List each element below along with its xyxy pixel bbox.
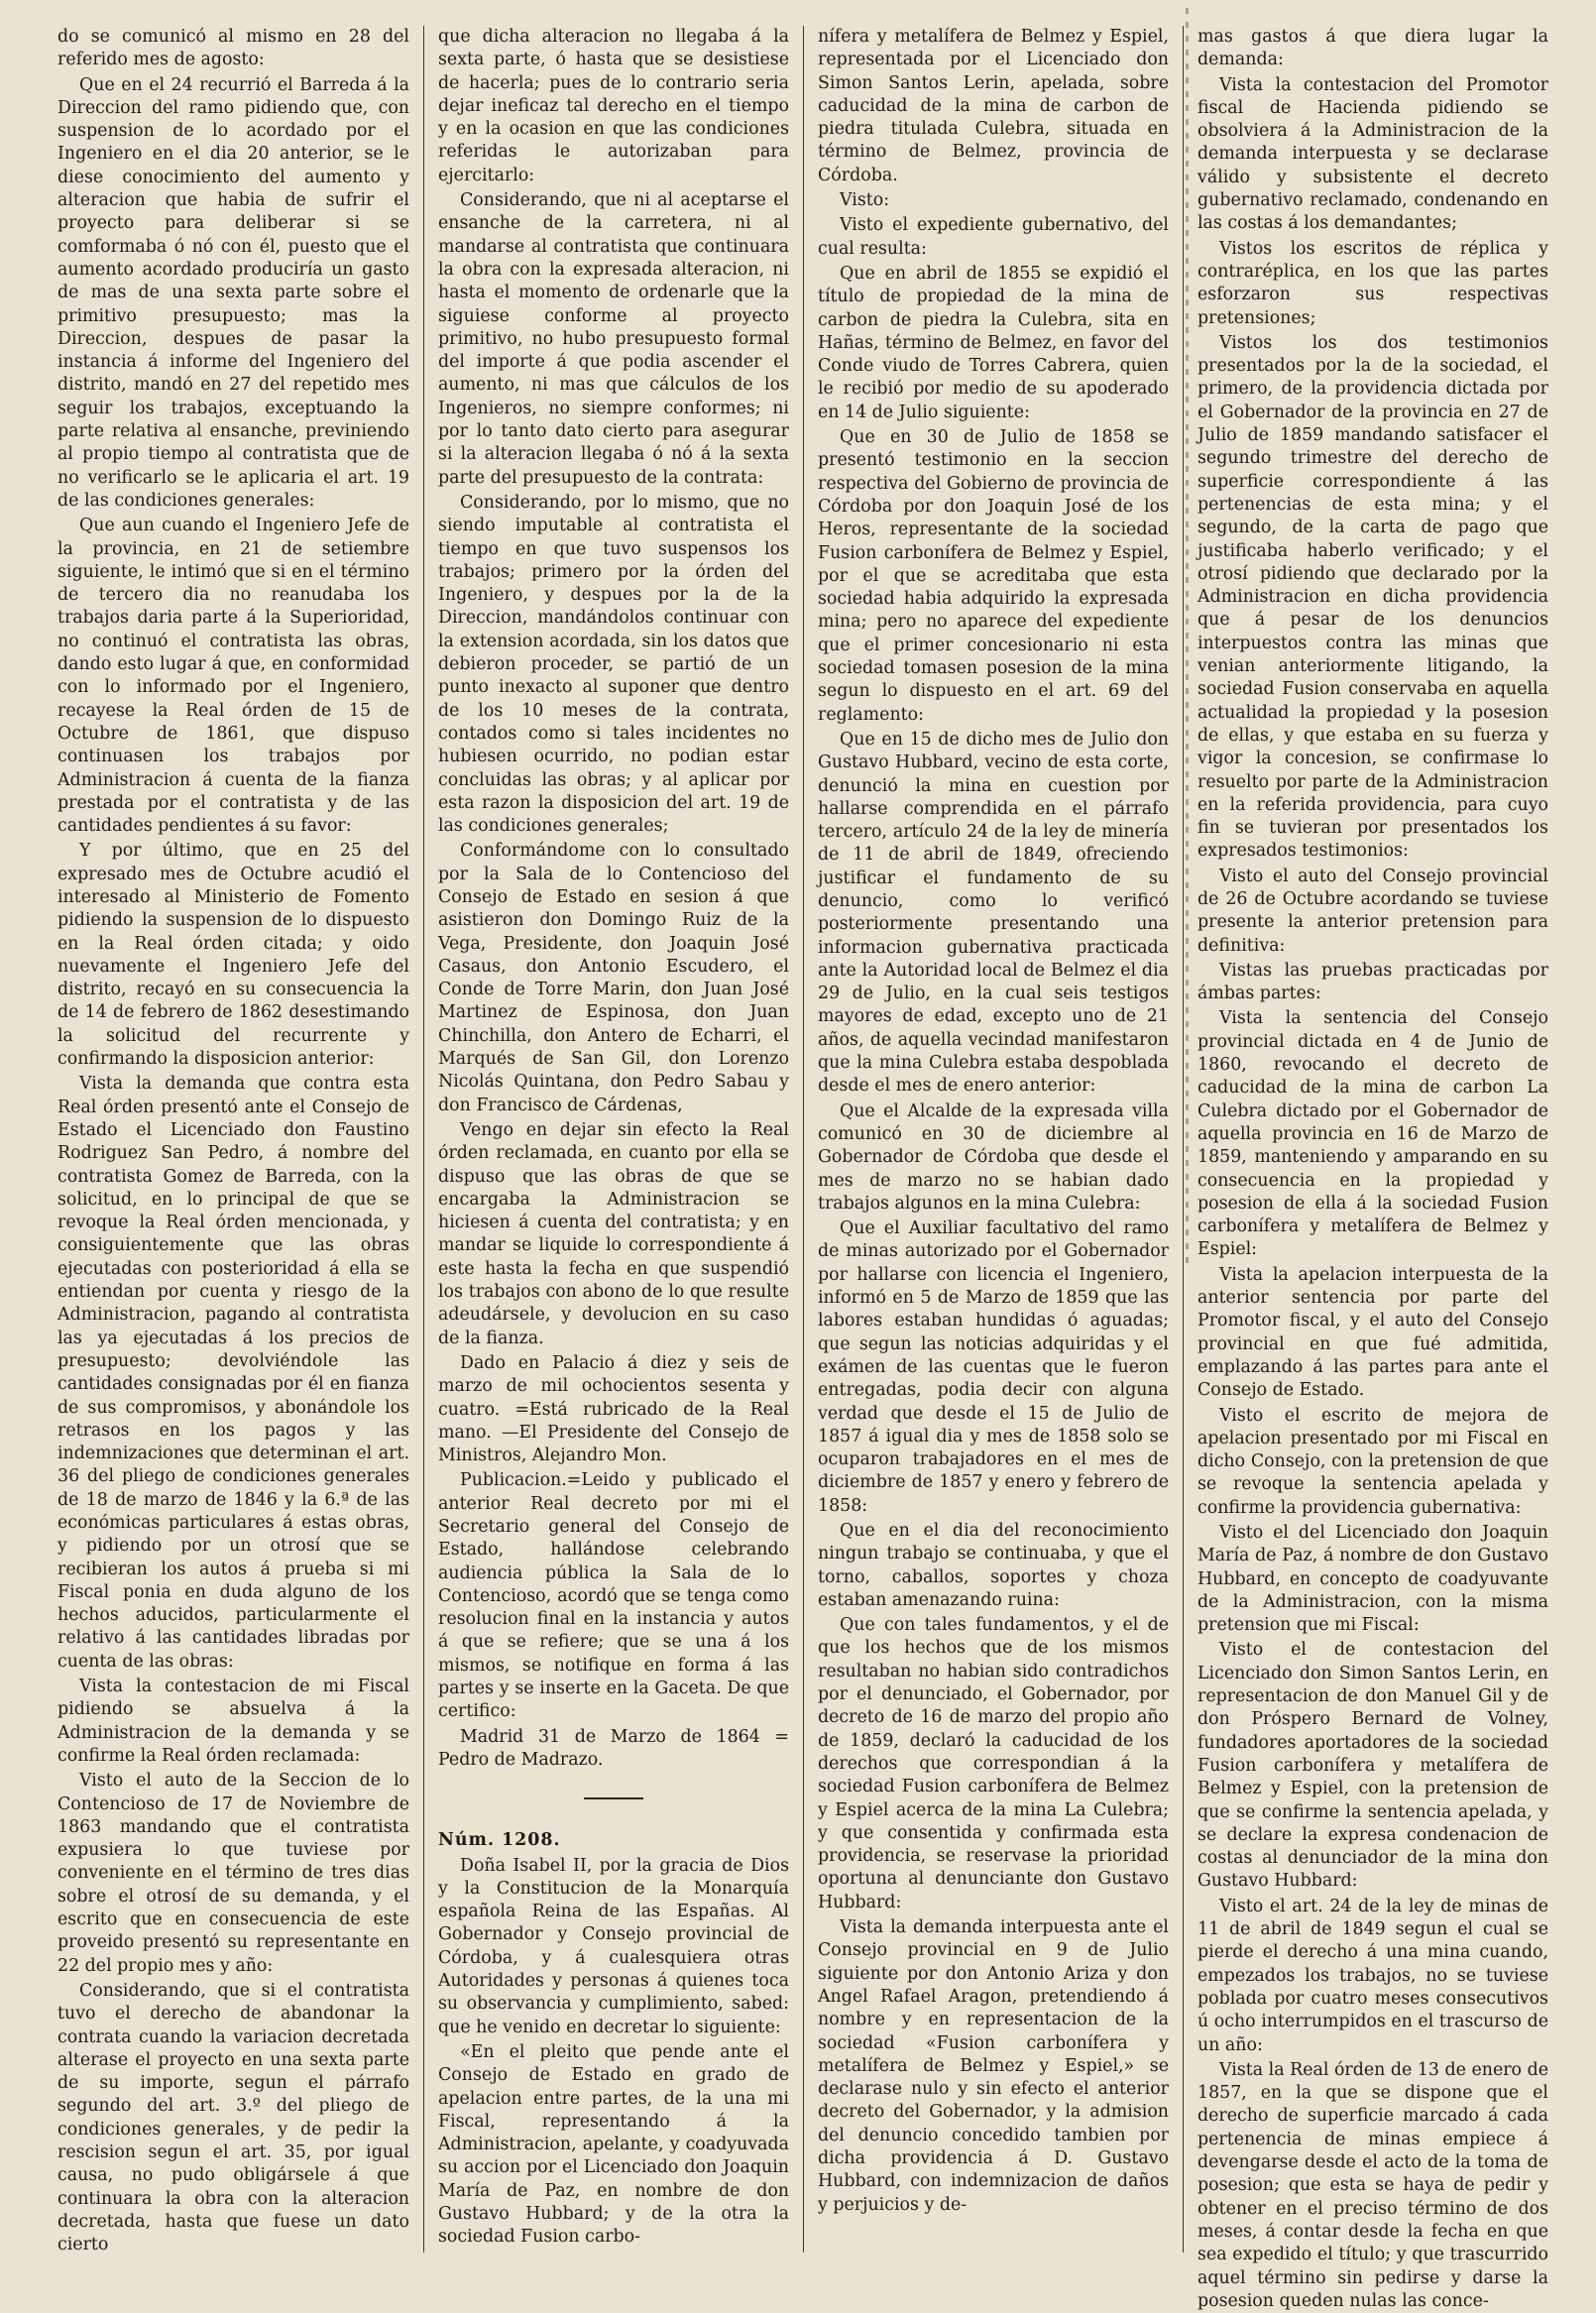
paragraph: do se comunicó al mismo en 28 del referido mes de agosto: [57,27,409,70]
paragraph: Visto el art. 24 de la ley de minas de 11 de abril de 1849 segun el cual se pierde el derecho á una mina cuando, empezados los trabajos, no se tuviese poblada por cuatro meses consecutivos ú ocho interrumpidos en el trascurso de un año: [1197,1896,1548,2055]
paragraph: Visto el de contestacion del Licenciado don Simon Santos Lerin, en representacion de don Manuel Gil y de don Próspero Bernard de Volney, fundadores aportadores de la sociedad Fusion carbonífera y metalífera de Belmez y Espiel, con la pretension de que se confirme la sentencia apelada, y se declare la expresa condenacion de costas al denunciador de la mina don Gustavo Hubbard: [1197,1640,1548,1892]
decree-number-heading: Núm. 1208. [438,1830,561,1851]
paragraph: Que en 30 de Julio de 1858 se presentó testimonio en la seccion respectiva del Gobierno de provincia de Córdoba por don Joaquin José de los Heros, representante de la sociedad Fusion carbonífera de Belmez y Espiel, por el que se acreditaba que esta sociedad habia adquirido la expresada mina; pero no aparece del expediente que el primer concesionario ni esta sociedad tomasen posesion de la mina segun lo dispuesto en el art. 69 del reglamento: [818,427,1169,725]
paragraph: Vistos los dos testimonios presentados por la de la sociedad, el primero, de la providencia dictada por el Gobernador de la provincia en 27 de Julio de 1859 mandando satisfacer el segundo trimestre del derecho de superficie correspondiente á las pertenencias de esta mina; y el segundo, de la carta de pago que justificaba haberlo verificado; y el otrosí pidiendo que declarado por la Administracion en dicha providencia que á pesar de los denuncios interpuestos contra las minas que venian anteriormente litigando, la sociedad Fusion conservaba en aquella actualidad la propiedad y la posesion de ellas, y que estaba en su fuerza y vigor la concesion, se confirmase lo resuelto por parte de la Administracion en la referida providencia, para cuyo fin se tuvieran por presentados los expresados testimonios: [1197,332,1548,862]
column-2 [423,26,803,2253]
paragraph: Visto: [840,190,890,211]
paragraph: Conformándome con lo consultado por la Sala de lo Contencioso del Consejo de Estado en sesion á que asistieron don Domingo Ruiz de la Vega, Presidente, don Joaquin José Casaus, don Antonio Escudero, el Conde de Torre Marin, don Juan José Martinez de Espinosa, don Juan Chinchilla, don Antero de Echarri, el Marqués de San Gil, don Lorenzo Nicolás Quintana, don Pedro Sabau y don Francisco de Cárdenas, [438,841,789,1115]
paragraph: Publicacion.=Leido y publicado el anterior Real decreto por mi el Secretario general del Consejo de Estado, hallándose celebrando audiencia pública la Sala de lo Contencioso, acordó que se tenga como resolucion final en la instancia y autos á que se refiere; que se una á los mismos, se notifique en forma á las partes y se inserte en la Gaceta. De que certifico: [438,1470,789,1722]
print-fold-mark [1186,8,1189,1267]
paragraph: nífera y metalífera de Belmez y Espiel, representada por el Licenciado don Simon Santos Lerin, apelada, sobre caducidad de la mina de carbon de piedra titulada Culebra, situada en término de Belmez, provincia de Córdoba. [818,27,1169,185]
paragraph: Vistas las pruebas practicadas por ámbas partes: [1197,960,1548,1004]
column-3 [803,26,1183,2253]
paragraph: Vista la Real órden de 13 de enero de 1857, en la que se dispone que el derecho de superficie marcado á cada pertenencia de minas empiece á devengarse desde el acto de la toma de posesion; que esta se haya de pedir y obtener en el preciso término de dos meses, á contar desde la fecha en que sea expedido el título; y que trascurrido aquel término sin pedirse y darse la posesion queden nulas las conce- [1197,2059,1548,2311]
paragraph: Vista la contestacion del Promotor fiscal de Hacienda pidiendo se obsolviera á la Administracion de la demanda interpuesta y se declarase válido y subsistente el decreto gubernativo reclamado, condenando en las costas á los demandantes; [1197,74,1548,234]
paragraph: «En el pleito que pende ante el Consejo de Estado en grado de apelacion entre partes, de la una mi Fiscal, representando á la Administracion, apelante, y coadyuvada su accion por el Licenciado don Joaquin María de Paz, en nombre de don Gustavo Hubbard; y de la otra la sociedad Fusion carbo- [438,2041,789,2248]
paragraph: Que en 15 de dicho mes de Julio don Gustavo Hubbard, vecino de esta corte, denunció la mina en cuestion por hallarse comprendida en el párrafo tercero, artículo 24 de la ley de minería de 11 de abril de 1849, ofreciendo justificar el fundamento de su denuncio, como lo verificó posteriormente presentando una informacion gubernativa practicada ante la Autoridad local de Belmez el dia 29 de Julio, en la cual seis testigos mayores de edad, excepto uno de 21 años, de aquella vecindad manifestaron que la mina Culebra estaba despoblada desde el mes de enero anterior: [818,729,1169,1097]
paragraph: Visto el del Licenciado don Joaquin María de Paz, á nombre de don Gustavo Hubbard, en concepto de coadyuvante de la Administracion, con la misma pretension que mi Fiscal: [1197,1523,1548,1636]
paragraph: Vista la apelacion interpuesta de la anterior sentencia por parte del Promotor fiscal, y el auto del Consejo provincial en que fué admitida, emplazando á las partes para ante el Consejo de Estado. [1197,1264,1548,1401]
paragraph: Vista la contestacion de mi Fiscal pidiendo se absuelva á la Administracion de la demanda y se confirme la Real órden reclamada: [57,1677,409,1766]
paragraph: Madrid 31 de Marzo de 1864 = Pedro de Madrazo. [438,1726,789,1770]
paragraph: Considerando, que ni al aceptarse el ensanche de la carretera, ni al mandarse al contratista que continuara la obra con la expresada alteracion, ni hasta el momento de ordenarle que la siguiese conforme al proyecto primitivo, no hubo presupuesto formal del importe á que podia ascender el aumento, ni mas que cálculos de los Ingenieros, no siempre conformes; ni por lo tanto dato cierto para asegurar si la alteracion llegaba ó nó á la sexta parte del presupuesto de la contrata: [438,190,789,488]
paragraph: Considerando, que si el contratista tuvo el derecho de abandonar la contrata cuando la variacion decretada alterase el proyecto en una sexta parte de su importe, segun el párrafo segundo del art. 3.º del pliego de condiciones generales, y de pedir la rescision segun el art. 35, por igual causa, no pudo obligársele á que continuara la obra con la alteracion decretada, hasta que fuese un dato cierto [57,1980,409,2255]
paragraph: Que el Auxiliar facultativo del ramo de minas autorizado por el Gobernador por hallarse con licencia el Ingeniero, informó en 5 de Marzo de 1859 que las labores estaban hundidas ó aguadas; que segun las noticias adquiridas y el exámen de las cuentas que le fueron entregadas, podia decir con alguna verdad que desde el 15 de Julio de 1857 á igual dia y mes de 1858 solo se ocuparon trabajadores en el mes de diciembre de 1857 y enero y febrero de 1858: [818,1218,1169,1516]
paragraph: Visto el auto del Consejo provincial de 26 de Octubre acordando se tuviese presente la anterior pretension para definitiva: [1197,866,1548,956]
paragraph: Vistos los escritos de réplica y contraréplica, en los que las partes esforzaron sus respectivas pretensiones; [1197,238,1548,328]
paragraph: Que aun cuando el Ingeniero Jefe de la provincia, en 21 de setiembre siguiente, le intimó que si en el término de tercero dia no reanudaba los trabajos daria parte á la Superioridad, no continuó el contratista las obras, dando esto lugar á que, en conformidad con lo informado por el Ingeniero, recayese la Real órden de 15 de Octubre de 1861, que dispuso continuasen los trabajos por Administracion á cuenta de la fianza prestada por el contratista y de las cantidades pendientes á su favor: [57,516,409,837]
paragraph: Que en el 24 recurrió el Barreda á la Direccion del ramo pidiendo que, con suspension de lo acordado por el Ingeniero en el dia 20 anterior, se le diese conocimiento del aumento y alteracion que habia de sufrir el proyecto para deliberar si se comformaba ó nó con él, puesto que el aumento acordado produciría un gasto de mas de una sexta parte sobre el primitivo presupuesto; mas la Direccion, despues de pasar la instancia á informe del Ingeniero del distrito, mandó en 27 del repetido mes seguir los trabajos, exceptuando la parte relativa al ensanche, previniendo al propio tiempo al contratista que de no verificarlo se le aplicaria el art. 19 de las condiciones generales: [57,74,409,511]
paragraph: Que en abril de 1855 se expidió el título de propiedad de la mina de carbon de piedra la Culebra, sita en Hañas, término de Belmez, en favor del Conde viudo de Torres Cabrera, quien le recibió por medio de su apoderado en 14 de Julio siguiente: [818,263,1169,422]
column-4 [1183,26,1562,2311]
paragraph: Que en el dia del reconocimiento ningun trabajo se continuaba, y que el torno, caballos, soportes y choza estaban amenazando ruina: [818,1521,1169,1610]
section-divider [584,1797,643,1799]
paragraph: Dado en Palacio á diez y seis de marzo de mil ochocientos sesenta y cuatro. =Está rubricado de la Real mano. —El Presidente del Consejo de Ministros, Alejandro Mon. [438,1352,789,1466]
paragraph: Vista la demanda que contra esta Real órden presentó ante el Consejo de Estado el Licenciado don Faustino Rodriguez San Pedro, á nombre del contratista Gomez de Barreda, con la solicitud, en lo principal de que se revoque la Real órden mencionada, y consiguientemente que las obras ejecutadas con posterioridad á ella se entiendan por cuenta y riesgo de la Administracion, pagando al contratista las ya ejecutadas á los precios de presupuesto; devolviéndole las cantidades consignadas por él en fianza de sus compromisos, y abonándole los retrasos en los pagos y las indemnizaciones que determinan el art. 36 del pliego de condiciones generales de 18 de marzo de 1846 y la 6.ª de las económicas particulares á estas obras, y pidiendo por un otrosí que se recibieran los autos á prueba si mi Fiscal ponia en duda alguno de los hechos aducidos, particularmente el relativo á las cantidades libradas por cuenta de las obras: [57,1074,409,1672]
paragraph: Y por último, que en 25 del expresado mes de Octubre acudió el interesado al Ministerio de Fomento pidiendo la suspension de lo dispuesto en la Real órden citada; y oido nuevamente el Ingeniero Jefe del distrito, recayó en su consecuencia la de 14 de febrero de 1862 desestimando la solicitud del recurrente y confirmando la disposicion anterior: [57,841,409,1070]
paragraph: Visto el expediente gubernativo, del cual resulta: [818,215,1169,259]
paragraph: que dicha alteracion no llegaba á la sexta parte, ó hasta que se desistiese de hacerla; pues de lo contrario seria dejar ineficaz tal derecho en el tiempo y en la ocasion en que las condiciones referidas le autorizaban para ejercitarlo: [438,27,789,185]
paragraph: Vengo en dejar sin efecto la Real órden reclamada, en cuanto por ella se dispuso que las obras de que se encargaba la Administracion se hiciesen á cuenta del contratista; y en mandar se liquide lo correspondiente á este hasta la fecha en que suspendió los trabajos con abono de lo que resulte adeudársele, y devolucion en su caso de la fianza. [438,1119,789,1348]
paragraph: Doña Isabel II, por la gracia de Dios y la Constitucion de la Monarquía española Reina de las Españas. Al Gobernador y Consejo provincial de Córdoba, y á cualesquiera otras Autoridades y personas á quienes toca su observancia y cumplimiento, sabed: que he venido en decretar lo siguiente: [438,1855,789,2037]
paragraph: Que el Alcalde de la expresada villa comunicó en 30 de diciembre al Gobernador de Córdoba que desde el mes de marzo no se habian dado trabajos algunos en la mina Culebra: [818,1100,1169,1214]
paragraph: Vista la demanda interpuesta ante el Consejo provincial en 9 de Julio siguiente por don Antonio Ariza y don Angel Rafael Aragon, pretendiendo á nombre y en representacion de la sociedad «Fusion carbonífera y metalífera de Belmez y Espiel,» se declarase nulo y sin efecto el anterior decreto del Gobernador, y la admision del denuncio concedido tambien por dicha providencia á D. Gustavo Hubbard, con indemnizacion de daños y perjuicios y de- [818,1917,1169,2215]
paragraph: Visto el auto de la Seccion de lo Contencioso de 17 de Noviembre de 1863 mandando que el contratista expusiera lo que tuviese por conveniente en el término de tres dias sobre el otrosí de su demanda, y el escrito que en consecuencia de este proveido presentó su representante en 22 del propio mes y año: [57,1771,409,1976]
paragraph: mas gastos á que diera lugar la demanda: [1197,27,1548,70]
paragraph: Vista la sentencia del Consejo provincial dictada en 4 de Junio de 1860, revocando el decreto de caducidad de la mina de carbon La Culebra dictado por el Gobernador de aquella provincia en 16 de Marzo de 1859, manteniendo y amparando en su consecuencia en la propiedad y posesion de ella á la sociedad Fusion carbonífera y metalífera de Belmez y Espiel: [1197,1008,1548,1260]
paragraph: Visto el escrito de mejora de apelacion presentado por mi Fiscal en dicho Consejo, con la pretension de que se revoque la sentencia apelada y confirme la providencia gubernativa: [1197,1405,1548,1518]
column-1 [44,26,423,2253]
paragraph: Considerando, por lo mismo, que no siendo imputable al contratista el tiempo en que tuvo suspensos los trabajos; primero por la órden del Ingeniero, y despues por la de la Direccion, mandándolos continuar con la extension acordada, sin los datos que debieron proceder, se partió de un punto inexacto al suponer que dentro de los 10 meses de la contrata, contados como si tales incidentes no hubiesen ocurrido, no podian estar concluidas las obras; y al aplicar por esta razon la disposicion del art. 19 de las condiciones generales; [438,492,789,837]
paragraph: Que con tales fundamentos, y el de que los hechos que de los mismos resultaban no habian sido contradichos por el denunciado, el Gobernador, por decreto de 16 de marzo del propio año de 1859, declaró la caducidad de los derechos que correspondian á la sociedad Fusion carbonífera de Belmez y Espiel acerca de la mina La Culebra; y que consentida y confirmada esta providencia, se reservase la prioridad oportuna al denunciante don Gustavo Hubbard: [818,1615,1169,1912]
